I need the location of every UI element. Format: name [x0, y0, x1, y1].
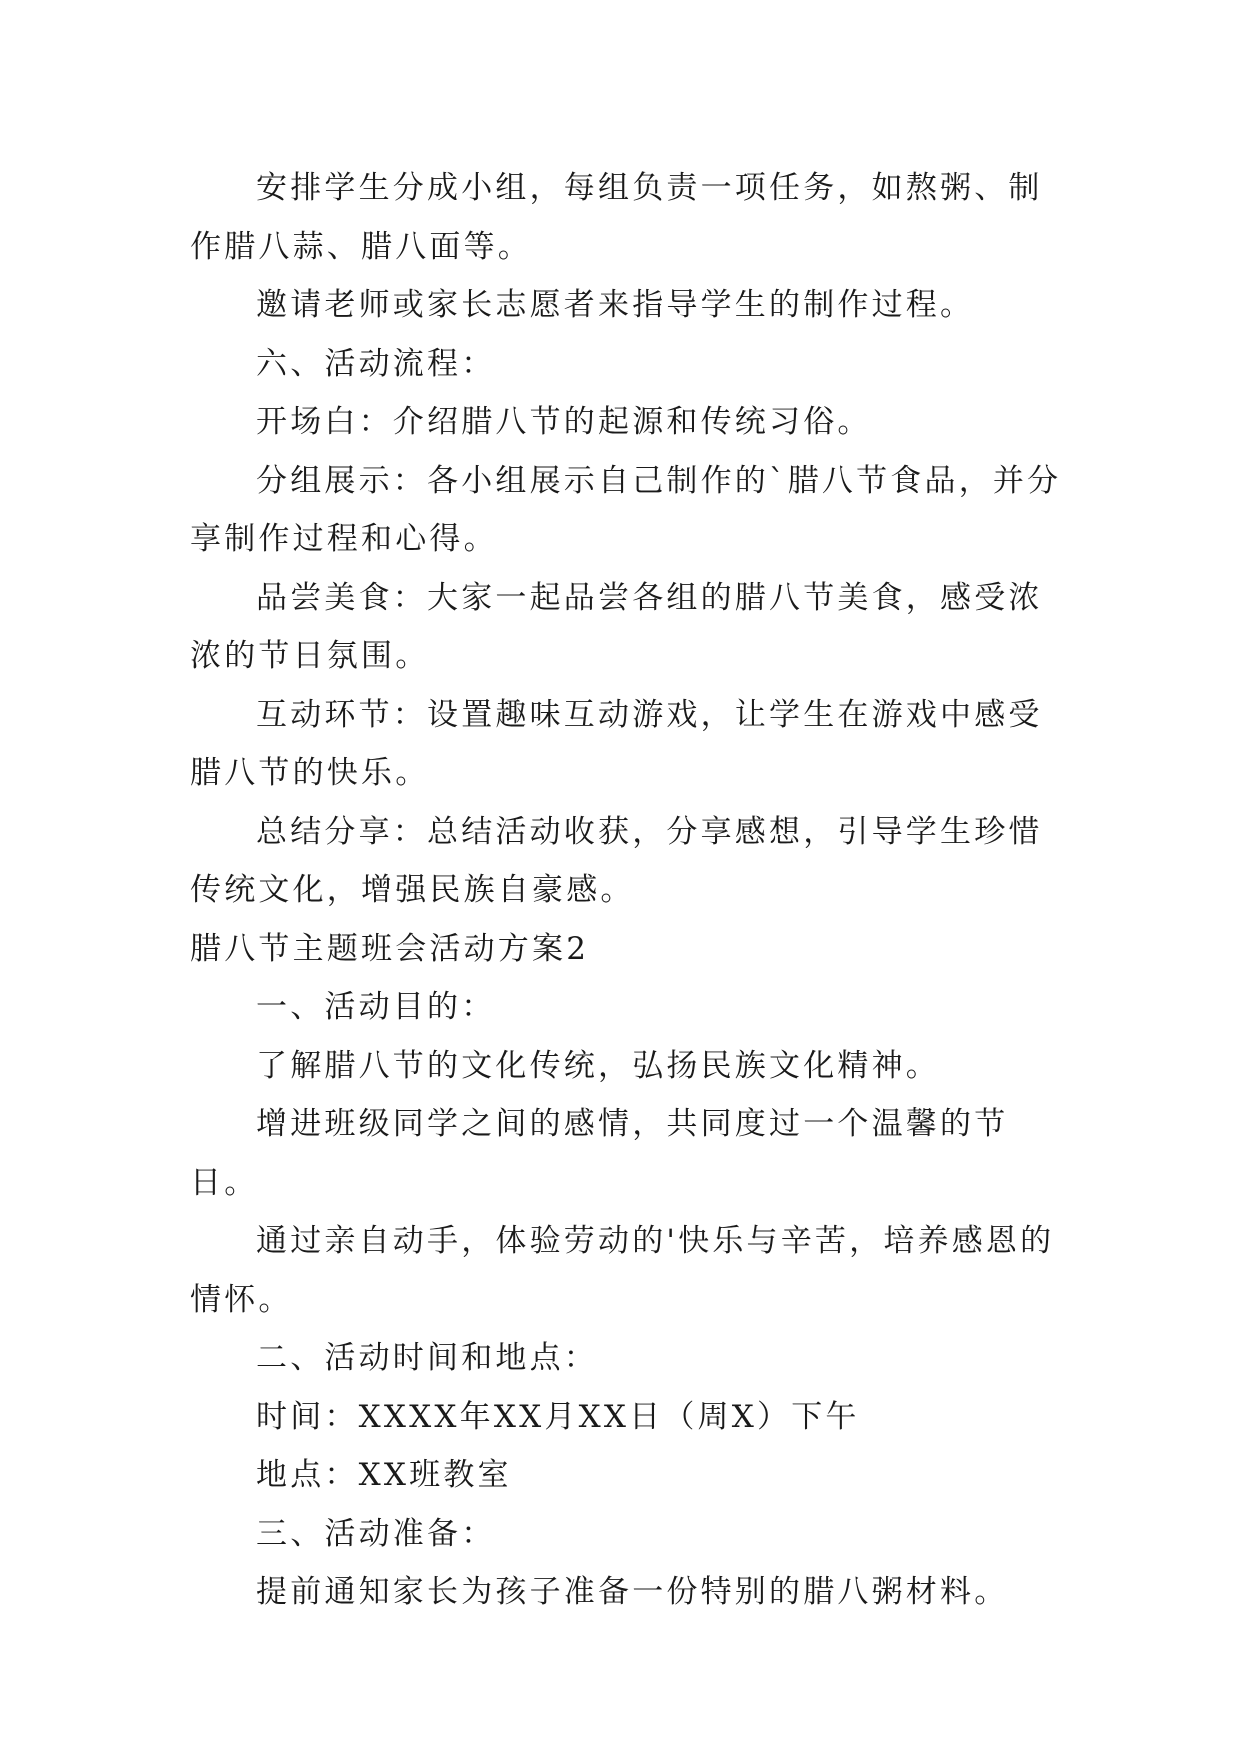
- paragraph-place: 地点：XX班教室: [256, 1457, 512, 1493]
- paragraph-group-display: 分组展示：各小组展示自己制作的`腊八节食品，并分享制作过程和心得。: [190, 462, 1062, 557]
- heading-preparation: 三、活动准备：: [256, 1515, 496, 1552]
- paragraph-purpose-1: 了解腊八节的文化传统，弘扬民族文化精神。: [256, 1047, 940, 1084]
- document-body: [190, 159, 1070, 1622]
- paragraph-group-tasks: 安排学生分成小组，每组负责一项任务，如熬粥、制作腊八蒜、腊八面等。: [190, 170, 1043, 265]
- heading-activity-purpose: 一、活动目的：: [256, 989, 496, 1025]
- paragraph-purpose-3: 通过亲自动手，体验劳动的'快乐与辛苦，培养感恩的情怀。: [190, 1223, 1055, 1318]
- heading-activity-process: 六、活动流程：: [256, 345, 496, 382]
- paragraph-invite-volunteers: 邀请老师或家长志愿者来指导学生的制作过程。: [256, 287, 975, 323]
- paragraph-tasting: 品尝美食：大家一起品尝各组的腊八节美食，感受浓浓的节日氛围。: [190, 579, 1043, 674]
- paragraph-opening: 开场白：介绍腊八节的起源和传统习俗。: [256, 404, 872, 440]
- section-title-plan-2: 腊八节主题班会活动方案2: [190, 930, 590, 967]
- paragraph-summary: 总结分享：总结活动收获，分享感想，引导学生珍惜传统文化，增强民族自豪感。: [190, 813, 1043, 908]
- paragraph-time: 时间：XXXX年XX月XX日（周X）下午: [256, 1398, 860, 1435]
- paragraph-preparation-1: 提前通知家长为孩子准备一份特别的腊八粥材料。: [256, 1574, 1009, 1610]
- paragraph-interaction: 互动环节：设置趣味互动游戏，让学生在游戏中感受腊八节的快乐。: [190, 696, 1043, 791]
- heading-time-place: 二、活动时间和地点：: [256, 1340, 598, 1376]
- paragraph-purpose-2: 增进班级同学之间的感情，共同度过一个温馨的节日。: [190, 1106, 1009, 1201]
